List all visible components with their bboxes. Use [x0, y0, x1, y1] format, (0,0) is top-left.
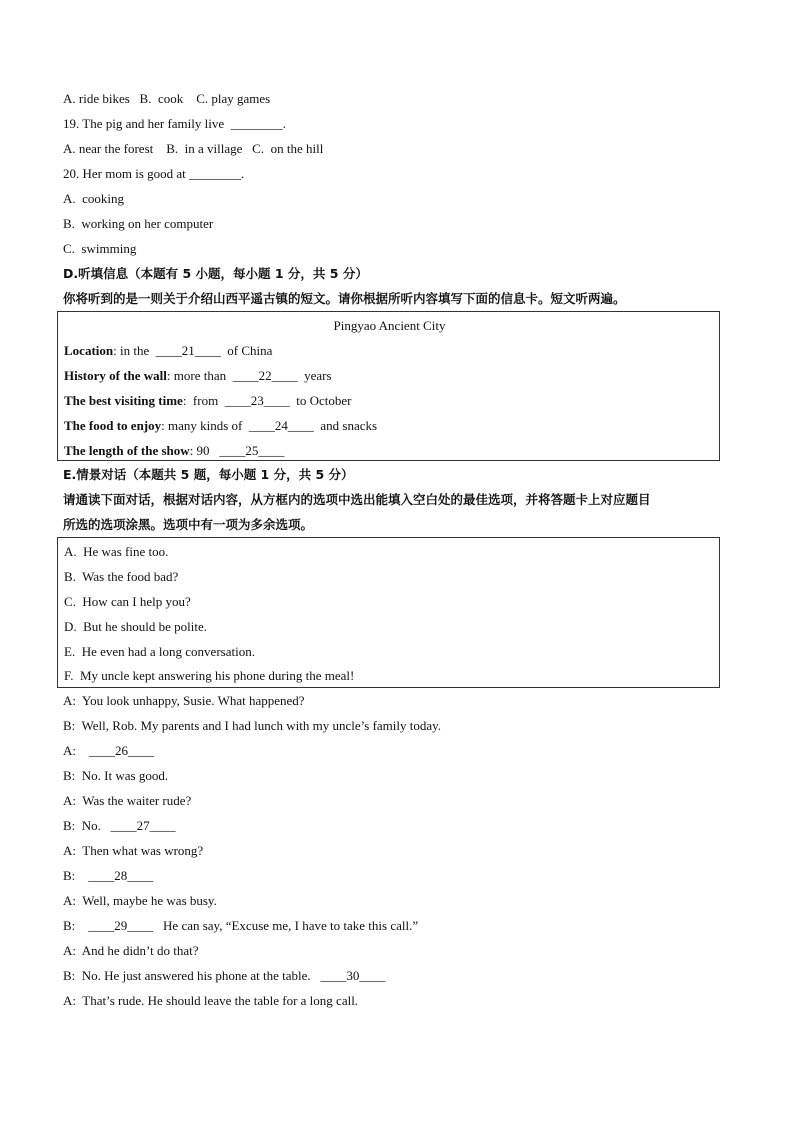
- blank-21: ____21____: [155, 343, 221, 358]
- blank-23: ____23____: [224, 393, 290, 408]
- option-c: C. How can I help you?: [64, 594, 191, 609]
- dialogue-line-blank-27: B: No. ____27____: [63, 818, 176, 833]
- dialogue-line-blank-30: B: No. He just answered his phone at the table. ____30____: [63, 968, 386, 983]
- dialogue-line: A: Was the waiter rude?: [63, 793, 192, 808]
- info-row-history: [64, 367, 332, 385]
- option-a: A. He was fine too.: [64, 544, 169, 559]
- info-label: The best visiting time: [64, 393, 183, 408]
- info-label: History of the wall: [64, 368, 167, 383]
- info-row-location: [64, 342, 272, 360]
- dialogue-line-blank-26: A: ____26____: [63, 743, 154, 758]
- info-pre: : 90: [189, 443, 220, 458]
- q19-question: 19. The pig and her family live ________.: [63, 116, 286, 131]
- dialogue-line: A: Well, maybe he was busy.: [63, 893, 217, 908]
- info-pre: : in the: [113, 343, 156, 358]
- q20-option-a: A. cooking: [63, 191, 125, 206]
- info-row-show-length: [64, 442, 284, 460]
- dialogue-line-blank-29: B: ____29____ He can say, “Excuse me, I have to take this call.”: [63, 918, 419, 933]
- info-pre: : many kinds of: [161, 418, 249, 433]
- q20-option-c: C. swimming: [63, 241, 137, 256]
- dialogue-line-blank-28: B: ____28____: [63, 868, 154, 883]
- section-e-instruction-1: 请通读下面对话，根据对话内容，从方框内的选项中选出能填入空白处的最佳选项，并将答题卡上对应题目: [63, 492, 651, 507]
- info-post: to October: [289, 393, 352, 408]
- info-post: of China: [220, 343, 273, 358]
- info-pre: : more than: [166, 368, 233, 383]
- option-e: E. He even had a long conversation.: [64, 644, 255, 659]
- dialogue-line: A: Then what was wrong?: [63, 843, 204, 858]
- option-f: F. My uncle kept answering his phone during the meal!: [64, 668, 355, 683]
- section-d-heading: D.听填信息（本题有 5 小题，每小题 1 分，共 5 分）: [63, 266, 368, 281]
- info-post: and snacks: [313, 418, 378, 433]
- dialogue-line: A: And he didn’t do that?: [63, 943, 199, 958]
- info-post: years: [297, 368, 332, 383]
- info-card: [57, 311, 720, 461]
- option-b: B. Was the food bad?: [64, 569, 179, 584]
- options-box: [57, 537, 720, 688]
- info-row-food: [64, 417, 377, 435]
- info-pre: : from: [182, 393, 225, 408]
- dialogue-line: A: You look unhappy, Susie. What happened?: [63, 693, 305, 708]
- dialogue-line: A: That’s rude. He should leave the table for a long call.: [63, 993, 359, 1008]
- section-e-heading: E.情景对话（本题共 5 题，每小题 1 分，共 5 分）: [63, 467, 354, 482]
- dialogue-line: B: Well, Rob. My parents and I had lunch with my uncle’s family today.: [63, 718, 442, 733]
- q20-option-b: B. working on her computer: [63, 216, 214, 231]
- q20-question: 20. Her mom is good at ________.: [63, 166, 245, 181]
- blank-25: ____25____: [219, 443, 285, 458]
- info-label: The length of the show: [64, 443, 190, 458]
- q18-options: A. ride bikes B. cook C. play games: [63, 91, 271, 106]
- dialogue-line: B: No. It was good.: [63, 768, 169, 783]
- section-e-instruction-2: 所选的选项涂黑。选项中有一项为多余选项。: [63, 517, 314, 532]
- blank-24: ____24____: [248, 418, 314, 433]
- info-row-visiting-time: [64, 392, 351, 410]
- q19-options: A. near the forest B. in a village C. on the hill: [63, 141, 324, 156]
- info-label: The food to enjoy: [64, 418, 162, 433]
- info-label: Location: [64, 343, 114, 358]
- blank-22: ____22____: [232, 368, 298, 383]
- section-d-instruction: 你将听到的是一则关于介绍山西平遥古镇的短文。请你根据所听内容填写下面的信息卡。短文听两遍。: [63, 291, 626, 306]
- info-card-title: Pingyao Ancient City: [333, 318, 446, 333]
- option-d: D. But he should be polite.: [64, 619, 207, 634]
